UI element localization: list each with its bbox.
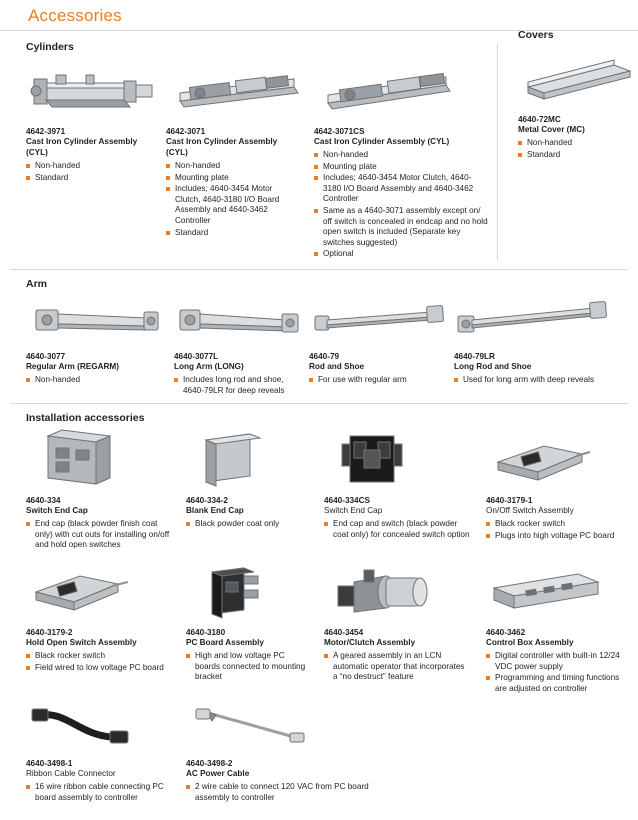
part-name: Motor/Clutch Assembly [324, 637, 416, 647]
part-number: 4640-334 [26, 496, 61, 506]
feature-list [186, 651, 308, 683]
product-card [316, 562, 478, 695]
part-name: Switch End Cap [26, 506, 88, 516]
list-item: Black rocker switch [486, 519, 620, 530]
metal-cover-icon [518, 45, 628, 111]
list-item: Field wired to low voltage PC board [26, 663, 170, 674]
list-item: Includes; 4640-3454 Motor Clutch, 4640-3180 I/O Board Assembly and 4640-3462 Controller [166, 184, 298, 226]
list-item: Programming and timing functions are adjusted on controller [486, 673, 620, 694]
product-card [18, 428, 178, 552]
part-name: Metal Cover (MC) [518, 125, 585, 134]
on-off-switch-assembly-icon [486, 428, 620, 492]
list-item: Mounting plate [166, 173, 298, 184]
feature-list [26, 519, 170, 551]
feature-list [309, 375, 438, 386]
list-item: Standard [166, 228, 298, 239]
covers-divider [497, 43, 498, 261]
part-number: 4640-3498-1 [26, 759, 73, 769]
feature-list [518, 138, 628, 160]
product-card [178, 428, 316, 552]
rod-and-shoe-icon [309, 294, 438, 348]
part-name: Long Rod and Shoe [454, 361, 532, 371]
part-number: 4640-79LR [454, 351, 495, 361]
product-card [301, 294, 446, 397]
section-installation-accessories [0, 403, 638, 804]
product-card [18, 562, 178, 695]
product-card [496, 29, 636, 261]
feature-list [324, 651, 470, 683]
part-name: Control Box Assembly [486, 637, 574, 647]
part-name: Cast Iron Cylinder Assembly (CYL) [26, 137, 138, 157]
list-item: Non-handed [314, 150, 488, 161]
list-item: Same as a 4640-3071 assembly except on/ off switch is concealed in endcap and no hold open switch is included (Separate key switches suggested) [314, 206, 488, 248]
part-name: Hold Open Switch Assembly [26, 637, 137, 647]
section-divider [10, 403, 628, 404]
list-item: 2 wire cable to connect 120 VAC from PC board assembly to controller [186, 782, 370, 803]
list-item: Black powder coat only [186, 519, 308, 530]
section-cylinders [0, 31, 638, 261]
product-card [166, 294, 301, 397]
list-item: Digital controller with built-in 12/24 VDC power supply [486, 651, 620, 672]
part-number: 4642-3071CS [314, 127, 365, 136]
control-box-assembly-icon [486, 562, 620, 624]
feature-list [324, 519, 470, 540]
product-card [478, 562, 628, 695]
part-name: Regular Arm (REGARM) [26, 361, 119, 371]
cylinder-assembly-mounting-plate-icon [166, 57, 298, 123]
part-number: 4640-3179-1 [486, 496, 533, 506]
part-number: 4640-3077 [26, 351, 66, 361]
feature-list [186, 782, 370, 803]
list-item: Standard [26, 173, 150, 184]
list-item: Standard [518, 150, 628, 161]
product-card [306, 57, 496, 261]
motor-clutch-assembly-icon [324, 562, 470, 624]
ribbon-cable-connector-icon [26, 705, 170, 755]
part-name: PC Board Assembly [186, 637, 264, 647]
blank-end-cap-icon [186, 428, 308, 492]
list-item: Non-handed [26, 161, 150, 172]
part-number: 4640-3077L [174, 351, 219, 361]
list-item: Non-handed [518, 138, 628, 149]
feature-list [486, 651, 620, 694]
part-name: Cast Iron Cylinder Assembly (CYL) [166, 137, 278, 157]
list-item: For use with regular arm [309, 375, 438, 386]
part-number: 4642-3071 [166, 127, 206, 136]
product-card [18, 294, 166, 397]
list-item: Mounting plate [314, 162, 488, 173]
part-name: Ribbon Cable Connector [26, 769, 116, 779]
list-item: Non-handed [166, 161, 298, 172]
part-name: AC Power Cable [186, 769, 250, 779]
product-card [316, 428, 478, 552]
part-name: Rod and Shoe [309, 361, 365, 371]
list-item: Includes; 4640-3454 Motor Clutch, 4640-3180 I/O Board Assembly and 4640-3462 Controller [314, 173, 488, 205]
feature-list [26, 375, 158, 386]
pc-board-assembly-icon [186, 562, 308, 624]
part-name: Switch End Cap [324, 506, 383, 516]
hold-open-switch-assembly-icon [26, 562, 170, 624]
cylinder-assembly-concealed-switch-icon [314, 57, 488, 123]
list-item: A geared assembly in an LCN automatic operator that incorporates a “no destruct” feature [324, 651, 470, 683]
list-item: Used for long arm with deep reveals [454, 375, 618, 386]
part-number: 4640-3179-2 [26, 627, 73, 637]
part-name: On/Off Switch Assembly [486, 506, 574, 516]
section-heading-installation: Installation accessories [26, 412, 145, 425]
part-number: 4640-3498-2 [186, 759, 233, 769]
feature-list [174, 375, 293, 396]
page-title: Accessories [28, 6, 122, 25]
regular-arm-icon [26, 294, 158, 348]
list-item: Plugs into high voltage PC board [486, 531, 620, 542]
part-number: 4640-3454 [324, 627, 364, 637]
part-number: 4640-72MC [518, 115, 561, 124]
product-card [478, 428, 628, 552]
feature-list [454, 375, 618, 386]
list-item: Optional [314, 249, 488, 260]
part-number: 4640-3462 [486, 627, 526, 637]
part-number: 4642-3971 [26, 127, 66, 136]
part-number: 4640-79 [309, 351, 340, 361]
section-heading-covers: Covers [518, 29, 554, 41]
product-card [158, 57, 306, 261]
feature-list [166, 161, 298, 238]
part-name: Blank End Cap [186, 506, 244, 516]
switch-end-cap-icon [26, 428, 170, 492]
part-name: Cast Iron Cylinder Assembly (CYL) [314, 137, 450, 146]
part-number: 4640-334-2 [186, 496, 228, 506]
feature-list [486, 519, 620, 541]
list-item: End cap and switch (black powder coat only) for concealed switch option [324, 519, 470, 540]
ac-power-cable-icon [186, 705, 370, 755]
section-arm [0, 269, 638, 397]
part-number: 4640-334CS [324, 496, 370, 506]
list-item: Black rocker switch [26, 651, 170, 662]
section-divider [10, 269, 628, 270]
list-item: Non-handed [26, 375, 158, 386]
long-arm-icon [174, 294, 293, 348]
long-rod-and-shoe-icon [454, 294, 618, 348]
part-name: Long Arm (LONG) [174, 361, 244, 371]
list-item: Includes long rod and shoe, 4640-79LR for deep reveals [174, 375, 293, 396]
product-card [18, 705, 178, 804]
product-card [446, 294, 626, 397]
feature-list [26, 651, 170, 673]
product-card [178, 705, 378, 804]
feature-list [314, 150, 488, 260]
feature-list [26, 161, 150, 183]
product-card [18, 57, 158, 261]
cylinder-assembly-icon [26, 57, 150, 123]
product-card [178, 562, 316, 695]
feature-list [186, 519, 308, 530]
list-item: 16 wire ribbon cable connecting PC board assembly to controller [26, 782, 170, 803]
feature-list [26, 782, 170, 803]
section-heading-cylinders: Cylinders [26, 41, 74, 53]
list-item: High and low voltage PC boards connected to mounting bracket [186, 651, 308, 683]
concealed-switch-end-cap-icon [324, 428, 470, 492]
section-heading-arm: Arm [26, 277, 48, 290]
part-number: 4640-3180 [186, 627, 226, 637]
list-item: End cap (black powder finish coat only) with cut outs for installing on/off and hold open switches [26, 519, 170, 551]
